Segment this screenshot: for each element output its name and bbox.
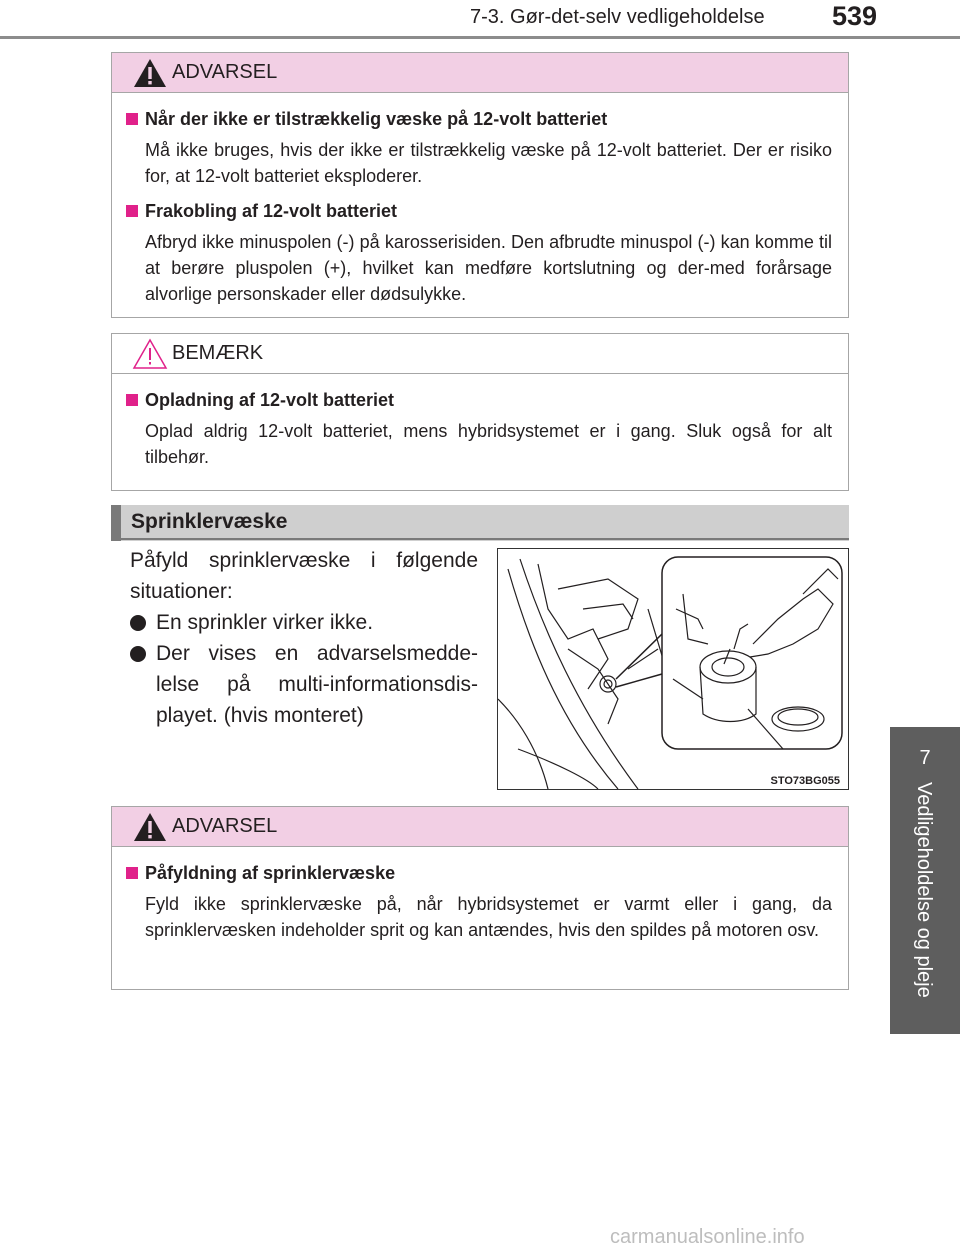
engine-bay-drawing xyxy=(498,549,849,790)
warning-label: ADVARSEL xyxy=(172,61,278,83)
warning-item-text: Må ikke bruges, hvis der ikke er tilstrækkelig væske på 12-volt batteriet. Der er risiko for, at 12-volt batteriet eksploderer. xyxy=(145,140,832,186)
warning-triangle-icon xyxy=(132,57,168,89)
section-title: Sprinklervæske xyxy=(131,510,288,533)
warning-box xyxy=(111,52,849,318)
section-heading-bar xyxy=(111,505,121,541)
bullet-square-icon xyxy=(126,113,138,125)
warning-item-text: Fyld ikke sprinklervæske på, når hybridsystemet er varmt eller i gang, da sprinklervæsken indeholder sprit og kan antændes, hvis den spildes på motoren osv. xyxy=(145,894,832,940)
warning-label: ADVARSEL xyxy=(172,815,278,837)
section-bullet: En sprinkler virker ikke. xyxy=(130,607,478,638)
warning-item-text: Afbryd ikke minuspolen (-) på karosserisiden. Den afbrudte minuspol (-) kan komme til at berøre pluspolen (+), hvilket kan medføre kortslutning og der-med forårsage alvorlige personskader eller dødsulykke. xyxy=(145,232,832,304)
warning-box-header xyxy=(112,53,848,93)
notice-label: BEMÆRK xyxy=(172,342,264,364)
running-header-section: 7-3. Gør-det-selv vedligeholdelse xyxy=(470,6,765,28)
notice-item-text: Oplad aldrig 12-volt batteriet, mens hybridsystemet er i gang. Sluk også for alt tilbehør. xyxy=(145,421,832,467)
bullet-dot-icon xyxy=(130,615,146,631)
warning-triangle-icon xyxy=(132,811,168,843)
notice-item-title: Opladning af 12-volt batteriet xyxy=(126,388,832,412)
chapter-number: 7 xyxy=(919,747,931,769)
caution-triangle-icon xyxy=(132,338,168,370)
section-rule xyxy=(111,538,849,540)
warning-box-header xyxy=(112,807,848,847)
chapter-title: Vedligeholdelse og pleje xyxy=(913,782,935,998)
bullet-dot-icon xyxy=(130,646,146,662)
warning-item-title: Påfyldning af sprinklervæske xyxy=(126,861,832,885)
washer-fluid-illustration xyxy=(497,548,849,790)
notice-box xyxy=(111,333,849,491)
bullet-square-icon xyxy=(126,867,138,879)
illustration-code: STO73BG055 xyxy=(770,775,840,787)
section-intro: Påfyld sprinklervæske i følgende situationer: xyxy=(130,549,478,603)
notice-box-header xyxy=(112,334,848,374)
warning-item-title: Frakobling af 12-volt batteriet xyxy=(126,199,832,223)
bullet-square-icon xyxy=(126,394,138,406)
page-number: 539 xyxy=(832,1,878,31)
bullet-square-icon xyxy=(126,205,138,217)
warning-item-title: Når der ikke er tilstrækkelig væske på 12-volt batteriet xyxy=(126,107,832,131)
section-heading xyxy=(111,505,849,541)
watermark: carmanualsonline.info xyxy=(610,1226,805,1248)
warning-box xyxy=(111,806,849,990)
section-bullet: Der vises en advarselsmedde-lelse på multi-informationsdis-playet. (hvis monteret) xyxy=(130,638,478,731)
header-rule xyxy=(0,36,960,39)
